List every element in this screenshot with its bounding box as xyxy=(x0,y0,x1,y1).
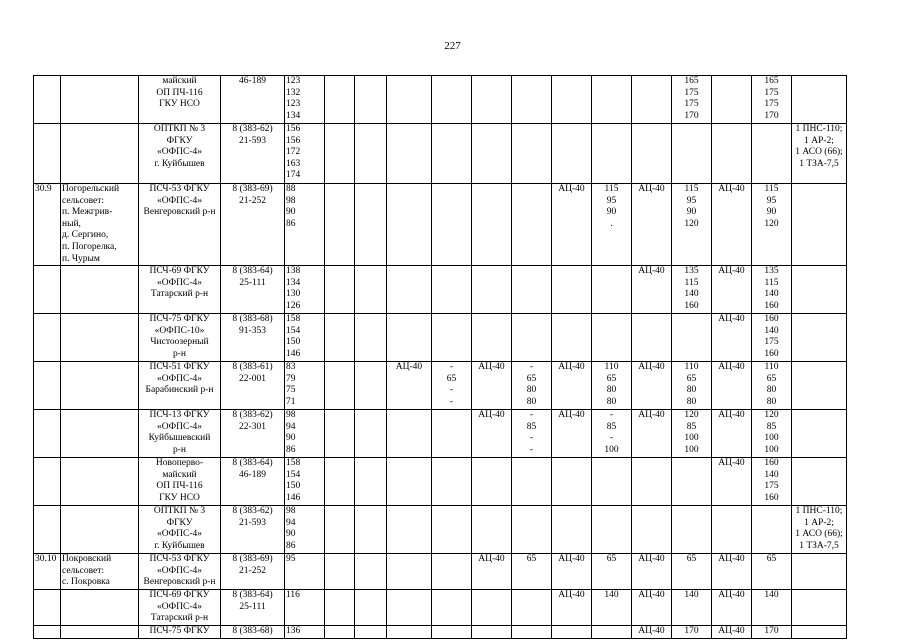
cell-settlement xyxy=(61,506,139,554)
cell-c9: 110 65 80 80 xyxy=(592,362,632,410)
cell-c1 xyxy=(325,362,355,410)
cell-c5 xyxy=(472,76,512,124)
cell-c9 xyxy=(592,124,632,184)
cell-unit: ПСЧ-75 ФГКУ «ОФПС-10» Чистоозерный р-н xyxy=(139,314,221,362)
cell-c5: АЦ-40 xyxy=(472,554,512,590)
cell-phone: 46-189 xyxy=(221,76,285,124)
cell-c2 xyxy=(355,314,387,362)
cell-no xyxy=(34,314,61,362)
cell-c2 xyxy=(355,458,387,506)
cell-extra xyxy=(792,314,847,362)
cell-extra xyxy=(792,266,847,314)
cell-c9 xyxy=(592,626,632,639)
cell-unit: ПСЧ-51 ФГКУ «ОФПС-4» Барабинский р-н xyxy=(139,362,221,410)
cell-extra: 1 ПНС-110; 1 АР-2; 1 АСО (66); 1 ТЗА-7,5 xyxy=(792,506,847,554)
cell-c14: 170 xyxy=(752,626,792,639)
cell-phone: 8 (383-68) 91-353 xyxy=(221,314,285,362)
cell-c10: АЦ-40 xyxy=(632,184,672,266)
cell-c14: 165 175 175 170 xyxy=(752,76,792,124)
cell-c12: 65 xyxy=(672,554,712,590)
cell-c6: 65 xyxy=(512,554,552,590)
cell-settlement xyxy=(61,410,139,458)
cell-c9: 115 95 90 . xyxy=(592,184,632,266)
cell-c10 xyxy=(632,314,672,362)
cell-phone: 8 (383-64) 25-111 xyxy=(221,590,285,626)
cell-unit: ПСЧ-13 ФГКУ «ОФПС-4» Куйбышевский р-н xyxy=(139,410,221,458)
cell-c12: 120 85 100 100 xyxy=(672,410,712,458)
cell-c10: АЦ-40 xyxy=(632,554,672,590)
cell-c6: - 85 - - xyxy=(512,410,552,458)
cell-c5 xyxy=(472,184,512,266)
cell-settlement: Погорельский сельсовет: п. Межгрив- ный, д. Сергино, п. Погорелка, п. Чурым xyxy=(61,184,139,266)
cell-c5 xyxy=(472,626,512,639)
cell-c4: - 65 - - xyxy=(432,362,472,410)
cell-c1 xyxy=(325,590,355,626)
cell-c8: АЦ-40 xyxy=(552,410,592,458)
cell-extra xyxy=(792,626,847,639)
table-row xyxy=(34,184,847,266)
cell-c12 xyxy=(672,124,712,184)
cell-c3 xyxy=(387,124,432,184)
cell-phone: 8 (383-69) 21-252 xyxy=(221,184,285,266)
cell-extra: 1 ПНС-110; 1 АР-2; 1 АСО (66); 1 ТЗА-7,5 xyxy=(792,124,847,184)
cell-c13: АЦ-40 xyxy=(712,590,752,626)
cell-no xyxy=(34,266,61,314)
cell-c12: 110 65 80 80 xyxy=(672,362,712,410)
cell-phone: 8 (383-64) 25-111 xyxy=(221,266,285,314)
cell-no: 30.9 xyxy=(34,184,61,266)
cell-c3 xyxy=(387,410,432,458)
cell-unit: ПСЧ-69 ФГКУ «ОФПС-4» Татарский р-н xyxy=(139,266,221,314)
cell-c10: АЦ-40 xyxy=(632,590,672,626)
cell-c10 xyxy=(632,76,672,124)
table-row xyxy=(34,314,847,362)
cell-c13: АЦ-40 xyxy=(712,362,752,410)
cell-c4 xyxy=(432,314,472,362)
cell-unit: майский ОП ПЧ-116 ГКУ НСО xyxy=(139,76,221,124)
cell-c3: АЦ-40 xyxy=(387,362,432,410)
cell-c8 xyxy=(552,266,592,314)
cell-unit: ОПТКП № 3 ФГКУ «ОФПС-4» г. Куйбышев xyxy=(139,124,221,184)
table-row xyxy=(34,590,847,626)
cell-c14: 110 65 80 80 xyxy=(752,362,792,410)
cell-c9 xyxy=(592,506,632,554)
cell-c10: АЦ-40 xyxy=(632,266,672,314)
cell-c1 xyxy=(325,184,355,266)
cell-c12: 140 xyxy=(672,590,712,626)
cell-c8: АЦ-40 xyxy=(552,554,592,590)
cell-c10: АЦ-40 xyxy=(632,626,672,639)
cell-c13 xyxy=(712,506,752,554)
cell-c2 xyxy=(355,410,387,458)
cell-f1: 136 xyxy=(285,626,325,639)
cell-c3 xyxy=(387,626,432,639)
cell-c13 xyxy=(712,76,752,124)
cell-c2 xyxy=(355,266,387,314)
cell-f1: 83 79 75 71 xyxy=(285,362,325,410)
cell-c1 xyxy=(325,458,355,506)
cell-c8 xyxy=(552,458,592,506)
cell-c5 xyxy=(472,590,512,626)
cell-c5 xyxy=(472,124,512,184)
cell-c2 xyxy=(355,76,387,124)
cell-c1 xyxy=(325,626,355,639)
cell-c5 xyxy=(472,506,512,554)
table-row xyxy=(34,506,847,554)
cell-extra xyxy=(792,554,847,590)
cell-no xyxy=(34,410,61,458)
cell-extra xyxy=(792,590,847,626)
cell-c6 xyxy=(512,314,552,362)
table-row xyxy=(34,410,847,458)
cell-c12: 165 175 175 170 xyxy=(672,76,712,124)
cell-c13: АЦ-40 xyxy=(712,184,752,266)
table-row xyxy=(34,124,847,184)
cell-c13: АЦ-40 xyxy=(712,410,752,458)
cell-c13: АЦ-40 xyxy=(712,266,752,314)
cell-extra xyxy=(792,184,847,266)
cell-phone: 8 (383-68) xyxy=(221,626,285,639)
cell-f1: 88 98 90 86 xyxy=(285,184,325,266)
cell-c10 xyxy=(632,124,672,184)
cell-c4 xyxy=(432,266,472,314)
cell-no xyxy=(34,362,61,410)
cell-c13: АЦ-40 xyxy=(712,554,752,590)
cell-c6 xyxy=(512,266,552,314)
cell-c6: - 65 80 80 xyxy=(512,362,552,410)
cell-c3 xyxy=(387,554,432,590)
cell-settlement xyxy=(61,266,139,314)
cell-c14: 65 xyxy=(752,554,792,590)
cell-c12 xyxy=(672,314,712,362)
cell-c14 xyxy=(752,124,792,184)
cell-c5 xyxy=(472,266,512,314)
cell-settlement xyxy=(61,314,139,362)
cell-c9: 65 xyxy=(592,554,632,590)
cell-c1 xyxy=(325,266,355,314)
cell-settlement xyxy=(61,590,139,626)
cell-c12: 170 xyxy=(672,626,712,639)
cell-c8 xyxy=(552,124,592,184)
page-number: 227 xyxy=(444,40,461,52)
cell-f1: 123 132 123 134 xyxy=(285,76,325,124)
cell-unit: ПСЧ-69 ФГКУ «ОФПС-4» Татарский р-н xyxy=(139,590,221,626)
cell-c8 xyxy=(552,76,592,124)
cell-c2 xyxy=(355,590,387,626)
cell-phone: 8 (383-62) 22-301 xyxy=(221,410,285,458)
cell-c1 xyxy=(325,506,355,554)
cell-c9 xyxy=(592,266,632,314)
cell-no xyxy=(34,506,61,554)
cell-unit: ПСЧ-75 ФГКУ xyxy=(139,626,221,639)
cell-c3 xyxy=(387,506,432,554)
cell-no xyxy=(34,458,61,506)
cell-c9 xyxy=(592,76,632,124)
cell-c13: АЦ-40 xyxy=(712,314,752,362)
cell-unit: ПСЧ-53 ФГКУ «ОФПС-4» Венгеровский р-н xyxy=(139,184,221,266)
cell-c10 xyxy=(632,458,672,506)
cell-c1 xyxy=(325,76,355,124)
cell-c14: 160 140 175 160 xyxy=(752,458,792,506)
cell-c13 xyxy=(712,124,752,184)
table-row xyxy=(34,554,847,590)
cell-phone: 8 (383-62) 21-593 xyxy=(221,506,285,554)
cell-c4 xyxy=(432,458,472,506)
cell-c9: 140 xyxy=(592,590,632,626)
cell-c2 xyxy=(355,362,387,410)
cell-c6 xyxy=(512,458,552,506)
cell-extra xyxy=(792,76,847,124)
cell-no xyxy=(34,76,61,124)
cell-c12 xyxy=(672,506,712,554)
cell-f1: 98 94 90 86 xyxy=(285,506,325,554)
cell-c1 xyxy=(325,314,355,362)
cell-c10: АЦ-40 xyxy=(632,362,672,410)
cell-c6 xyxy=(512,590,552,626)
cell-f1: 158 154 150 146 xyxy=(285,458,325,506)
cell-f1: 158 154 150 146 xyxy=(285,314,325,362)
cell-settlement: Покровский сельсовет: с. Покровка xyxy=(61,554,139,590)
cell-c8 xyxy=(552,626,592,639)
cell-c10: АЦ-40 xyxy=(632,410,672,458)
cell-c10 xyxy=(632,506,672,554)
cell-c1 xyxy=(325,410,355,458)
table-row xyxy=(34,626,847,639)
cell-c3 xyxy=(387,590,432,626)
cell-no xyxy=(34,626,61,639)
cell-c4 xyxy=(432,554,472,590)
cell-c13: АЦ-40 xyxy=(712,626,752,639)
cell-c12: 135 115 140 160 xyxy=(672,266,712,314)
cell-c4 xyxy=(432,184,472,266)
cell-c4 xyxy=(432,410,472,458)
cell-c3 xyxy=(387,314,432,362)
cell-c2 xyxy=(355,554,387,590)
cell-c8 xyxy=(552,506,592,554)
table-row xyxy=(34,458,847,506)
cell-c2 xyxy=(355,124,387,184)
cell-c8: АЦ-40 xyxy=(552,362,592,410)
cell-c6 xyxy=(512,76,552,124)
cell-extra xyxy=(792,362,847,410)
cell-settlement xyxy=(61,76,139,124)
cell-c4 xyxy=(432,590,472,626)
cell-c9: - 85 - 100 xyxy=(592,410,632,458)
cell-c5 xyxy=(472,314,512,362)
cell-no: 30.10 xyxy=(34,554,61,590)
cell-c2 xyxy=(355,184,387,266)
cell-c2 xyxy=(355,506,387,554)
cell-phone: 8 (383-64) 46-189 xyxy=(221,458,285,506)
cell-c4 xyxy=(432,506,472,554)
cell-c14: 120 85 100 100 xyxy=(752,410,792,458)
cell-f1: 95 xyxy=(285,554,325,590)
cell-settlement xyxy=(61,458,139,506)
cell-c3 xyxy=(387,266,432,314)
cell-no xyxy=(34,590,61,626)
cell-settlement xyxy=(61,124,139,184)
table-row xyxy=(34,266,847,314)
cell-c2 xyxy=(355,626,387,639)
cell-unit: Новоперво- майский ОП ПЧ-116 ГКУ НСО xyxy=(139,458,221,506)
cell-c1 xyxy=(325,124,355,184)
cell-c3 xyxy=(387,458,432,506)
cell-c5: АЦ-40 xyxy=(472,410,512,458)
cell-phone: 8 (383-69) 21-252 xyxy=(221,554,285,590)
cell-c14: 160 140 175 160 xyxy=(752,314,792,362)
cell-c5: АЦ-40 xyxy=(472,362,512,410)
table-row xyxy=(34,362,847,410)
cell-c8: АЦ-40 xyxy=(552,590,592,626)
cell-settlement xyxy=(61,626,139,639)
cell-c8 xyxy=(552,314,592,362)
cell-c12: 115 95 90 120 xyxy=(672,184,712,266)
cell-c6 xyxy=(512,124,552,184)
cell-c6 xyxy=(512,626,552,639)
cell-extra xyxy=(792,458,847,506)
cell-f1: 138 134 130 126 xyxy=(285,266,325,314)
cell-c4 xyxy=(432,76,472,124)
cell-f1: 98 94 90 86 xyxy=(285,410,325,458)
cell-c3 xyxy=(387,184,432,266)
cell-c4 xyxy=(432,124,472,184)
cell-c1 xyxy=(325,554,355,590)
cell-c14: 140 xyxy=(752,590,792,626)
cell-c14: 115 95 90 120 xyxy=(752,184,792,266)
cell-unit: ПСЧ-53 ФГКУ «ОФПС-4» Венгеровский р-н xyxy=(139,554,221,590)
table-row xyxy=(34,76,847,124)
cell-c8: АЦ-40 xyxy=(552,184,592,266)
cell-c9 xyxy=(592,314,632,362)
cell-c14 xyxy=(752,506,792,554)
cell-no xyxy=(34,124,61,184)
cell-c4 xyxy=(432,626,472,639)
cell-c5 xyxy=(472,458,512,506)
cell-c13: АЦ-40 xyxy=(712,458,752,506)
cell-c14: 135 115 140 160 xyxy=(752,266,792,314)
cell-c9 xyxy=(592,458,632,506)
cell-c12 xyxy=(672,458,712,506)
cell-unit: ОПТКП № 3 ФГКУ «ОФПС-4» г. Куйбышев xyxy=(139,506,221,554)
cell-c3 xyxy=(387,76,432,124)
cell-c6 xyxy=(512,184,552,266)
cell-extra xyxy=(792,410,847,458)
cell-phone: 8 (383-62) 21-593 xyxy=(221,124,285,184)
fire-service-table xyxy=(33,75,847,639)
cell-f1: 116 xyxy=(285,590,325,626)
cell-phone: 8 (383-61) 22-001 xyxy=(221,362,285,410)
cell-settlement xyxy=(61,362,139,410)
cell-c6 xyxy=(512,506,552,554)
cell-f1: 156 156 172 163 174 xyxy=(285,124,325,184)
